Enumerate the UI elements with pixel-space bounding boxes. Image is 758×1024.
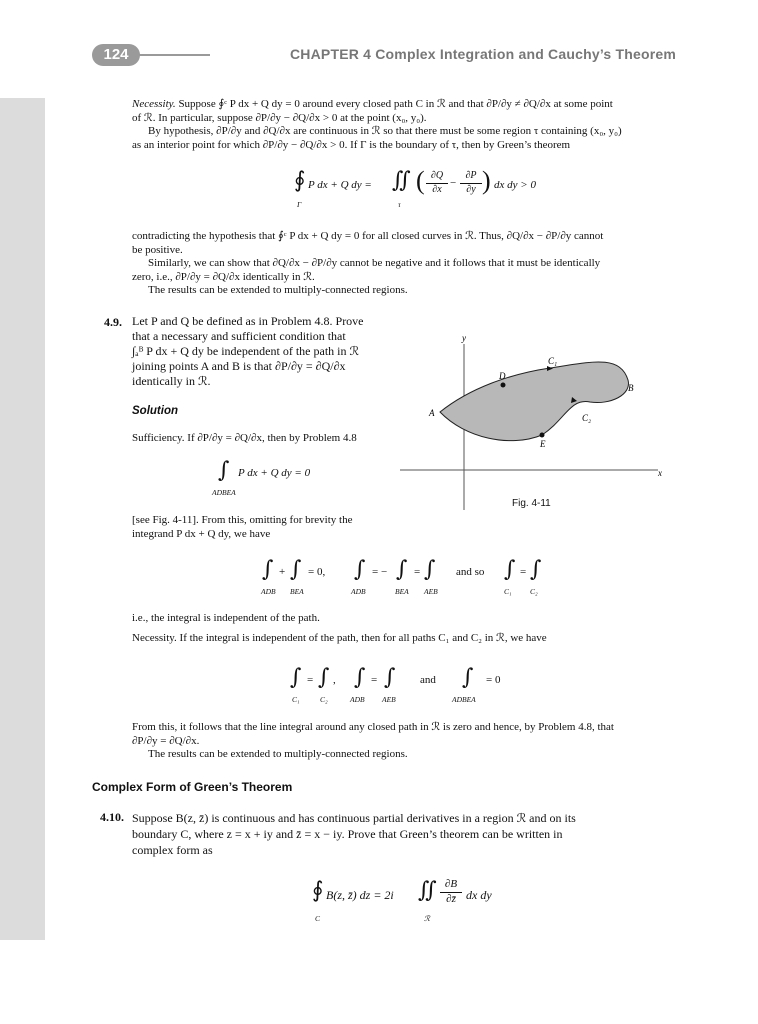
equals-zero: = 0, xyxy=(308,566,326,578)
integral-1: ∫ xyxy=(262,557,274,582)
sub-adb-1: ADB xyxy=(261,587,276,596)
greens-rhs: dx dy > 0 xyxy=(494,179,536,191)
frac1-den: ∂x xyxy=(432,184,442,195)
eq3-sub-adb: ADB xyxy=(350,695,365,704)
equals-minus: = − xyxy=(372,566,388,578)
after-line-5: The results can be extended to multiply-connected regions. xyxy=(148,284,408,297)
integral-7: ∫ xyxy=(530,557,542,582)
integral-4: ∫ xyxy=(396,557,408,582)
conclusion-line-3: The results can be extended to multiply-connected regions. xyxy=(148,748,408,761)
frac1-num: ∂Q xyxy=(430,170,444,181)
integral-5: ∫ xyxy=(424,557,436,582)
figure-caption: Fig. 4-11 xyxy=(512,498,551,509)
p410-line-2: boundary C, where z = x + iy and z̄ = x − iy. Prove that Green’s theorem can be written in xyxy=(132,827,563,841)
label-C1: C₁ xyxy=(548,356,558,366)
statement-line-1: Let P and Q be defined as in Problem 4.8. Prove xyxy=(132,314,364,328)
eq3-equals-1: = xyxy=(307,674,314,686)
region-R xyxy=(440,362,628,441)
page-number: 124 xyxy=(92,44,140,66)
chapter-title: CHAPTER 4 Complex Integration and Cauchy’s Theorem xyxy=(290,46,676,62)
greens-equation xyxy=(294,168,554,212)
minus-sign: − xyxy=(450,177,457,189)
after-paragraph xyxy=(132,230,672,298)
necessity-line-3: By hypothesis, ∂P/∂y and ∂Q/∂x are continuous in ℛ so that there must be some region τ containing (x₀, y₀) xyxy=(148,125,622,138)
double-integral-symbol: ∬ xyxy=(392,168,411,193)
sub-aeb: AEB xyxy=(424,587,438,596)
independence-line: i.e., the integral is independent of the path. xyxy=(132,612,320,624)
frac2-num: ∂P xyxy=(465,170,477,181)
eq3-comma: , xyxy=(333,674,336,686)
point-E xyxy=(540,433,545,438)
sub-bea-1: BEA xyxy=(290,587,304,596)
sub-c1: C₁ xyxy=(504,587,512,596)
point-D xyxy=(501,383,506,388)
complex-double-integral: ∬ xyxy=(418,878,437,903)
equals-sign-1: = xyxy=(414,566,421,578)
header-rule xyxy=(135,54,210,56)
eq3-and: and xyxy=(420,674,436,686)
see-figure-text xyxy=(132,514,402,541)
necessity-4-9-line: Necessity. If the integral is independent of the path, then for all paths C₁ and C₂ in ℛ, we have xyxy=(132,632,547,644)
greens-lhs: P dx + Q dy = xyxy=(308,179,372,191)
label-C2: C₂ xyxy=(582,413,592,423)
label-D: D xyxy=(499,371,506,381)
problem-4-10-number: 4.10. xyxy=(100,810,124,824)
integral-n1: ∫ xyxy=(290,665,302,690)
complex-contour-integral: ∮ xyxy=(312,878,324,903)
complex-greens-equation xyxy=(312,876,532,928)
sub-adb-2: ADB xyxy=(351,587,366,596)
complex-sub-r: ℛ xyxy=(424,914,430,923)
tau-subscript: τ xyxy=(398,200,401,209)
label-B: B xyxy=(628,383,634,393)
eq3-sub-aeb: AEB xyxy=(382,695,396,704)
integral-n4: ∫ xyxy=(384,665,396,690)
solution-label: Solution xyxy=(132,405,178,417)
conclusion-line-1: From this, it follows that the line integral around any closed path in ℛ is zero and hence, by Problem 4.8, that xyxy=(132,721,614,733)
eq3-sub-c1: C₁ xyxy=(292,695,300,704)
sub-c2: C₂ xyxy=(530,587,538,596)
p410-line-1: Suppose B(z, z̄) is continuous and has continuous partial derivatives in a region ℛ and on its xyxy=(132,811,576,825)
label-x: x xyxy=(658,468,662,478)
adbea-subscript: ADBEA xyxy=(212,488,236,497)
after-line-2: be positive. xyxy=(132,243,183,256)
statement-line-4: joining points A and B is that ∂P/∂y = ∂Q/∂x xyxy=(132,359,346,373)
necessity-line-2: of ℛ. In particular, suppose ∂P/∂y − ∂Q/∂x > 0 at the point (x₀, y₀). xyxy=(132,111,427,124)
problem-4-9-number: 4.9. xyxy=(104,315,122,329)
complex-sub-c: C xyxy=(315,914,321,923)
eq3-sub-adbea: ADBEA xyxy=(452,695,476,704)
see-line-1: [see Fig. 4-11]. From this, omitting for brevity the xyxy=(132,514,353,526)
left-paren: ( xyxy=(416,166,425,195)
label-A: A xyxy=(429,408,435,418)
figure-4-11 xyxy=(390,330,670,520)
gamma-subscript: Γ xyxy=(297,200,302,209)
after-line-4: zero, i.e., ∂P/∂y = ∂Q/∂x identically in ℛ. xyxy=(132,270,315,283)
conclusion-line-2: ∂P/∂y = ∂Q/∂x. xyxy=(132,734,200,747)
contour-integral-symbol: ∮ xyxy=(294,168,306,193)
complex-frac-num: ∂B xyxy=(444,878,458,890)
integral-equations-row xyxy=(262,557,562,597)
integral-n2: ∫ xyxy=(318,665,330,690)
integral-6: ∫ xyxy=(504,557,516,582)
conclusion-paragraph xyxy=(132,721,672,762)
complex-rhs: dx dy xyxy=(466,888,492,902)
sufficiency-line: Sufficiency. If ∂P/∂y = ∂Q/∂x, then by Problem 4.8 xyxy=(132,432,357,444)
eq3-sub-c2: C₂ xyxy=(320,695,328,704)
sub-bea-2: BEA xyxy=(395,587,409,596)
sufficiency-equation xyxy=(212,458,418,498)
eq3-equals-2: = xyxy=(371,674,378,686)
necessity-line-4: as an interior point for which ∂P/∂y − ∂Q/∂x > 0. If Γ is the boundary of τ, then by Green’s theorem xyxy=(132,138,571,151)
label-y: y xyxy=(462,333,466,343)
frac2-den: ∂y xyxy=(466,184,476,195)
after-line-1: contradicting the hypothesis that ∮ᶜ P dx + Q dy = 0 for all closed curves in ℛ. Thus, ∂Q/∂x − ∂P/∂y cannot xyxy=(132,230,604,242)
see-line-2: integrand P dx + Q dy, we have xyxy=(132,527,271,540)
necessity-paragraph xyxy=(132,98,672,152)
page-margin-bar xyxy=(0,98,45,940)
section-heading: Complex Form of Green’s Theorem xyxy=(92,780,293,794)
p410-line-3: complex form as xyxy=(132,843,213,857)
necessity-line-1: Suppose ∮ᶜ P dx + Q dy = 0 around every closed path C in ℛ and that ∂P/∂y ≠ ∂Q/∂x at some point xyxy=(178,98,613,110)
integral-n3: ∫ xyxy=(354,665,366,690)
label-E: E xyxy=(540,439,546,449)
statement-line-2: that a necessary and sufficient condition that xyxy=(132,329,346,343)
statement-line-3: ∫ₐᴮ P dx + Q dy be independent of the path in ℛ xyxy=(132,344,360,358)
statement-line-5: identically in ℛ. xyxy=(132,374,211,388)
problem-4-10-statement xyxy=(132,810,672,858)
complex-lhs: B(z, z̄) dz = 2i xyxy=(326,888,394,902)
necessity-equations-row xyxy=(290,665,530,705)
integral-symbol: ∫ xyxy=(218,458,230,483)
integral-3: ∫ xyxy=(354,557,366,582)
right-paren: ) xyxy=(482,166,491,195)
problem-4-9-statement xyxy=(132,314,407,389)
integral-2: ∫ xyxy=(290,557,302,582)
equals-sign-2: = xyxy=(520,566,527,578)
necessity-label: Necessity. xyxy=(132,98,176,110)
sufficiency-integrand: P dx + Q dy = 0 xyxy=(238,467,311,479)
and-so: and so xyxy=(456,566,485,578)
integral-n5: ∫ xyxy=(462,665,474,690)
eq3-equals-zero: = 0 xyxy=(486,674,501,686)
plus-sign: + xyxy=(279,566,286,578)
complex-frac-den: ∂z̄ xyxy=(446,893,456,905)
after-line-3: Similarly, we can show that ∂Q/∂x − ∂P/∂y cannot be negative and it follows that it must be identically xyxy=(148,257,601,270)
